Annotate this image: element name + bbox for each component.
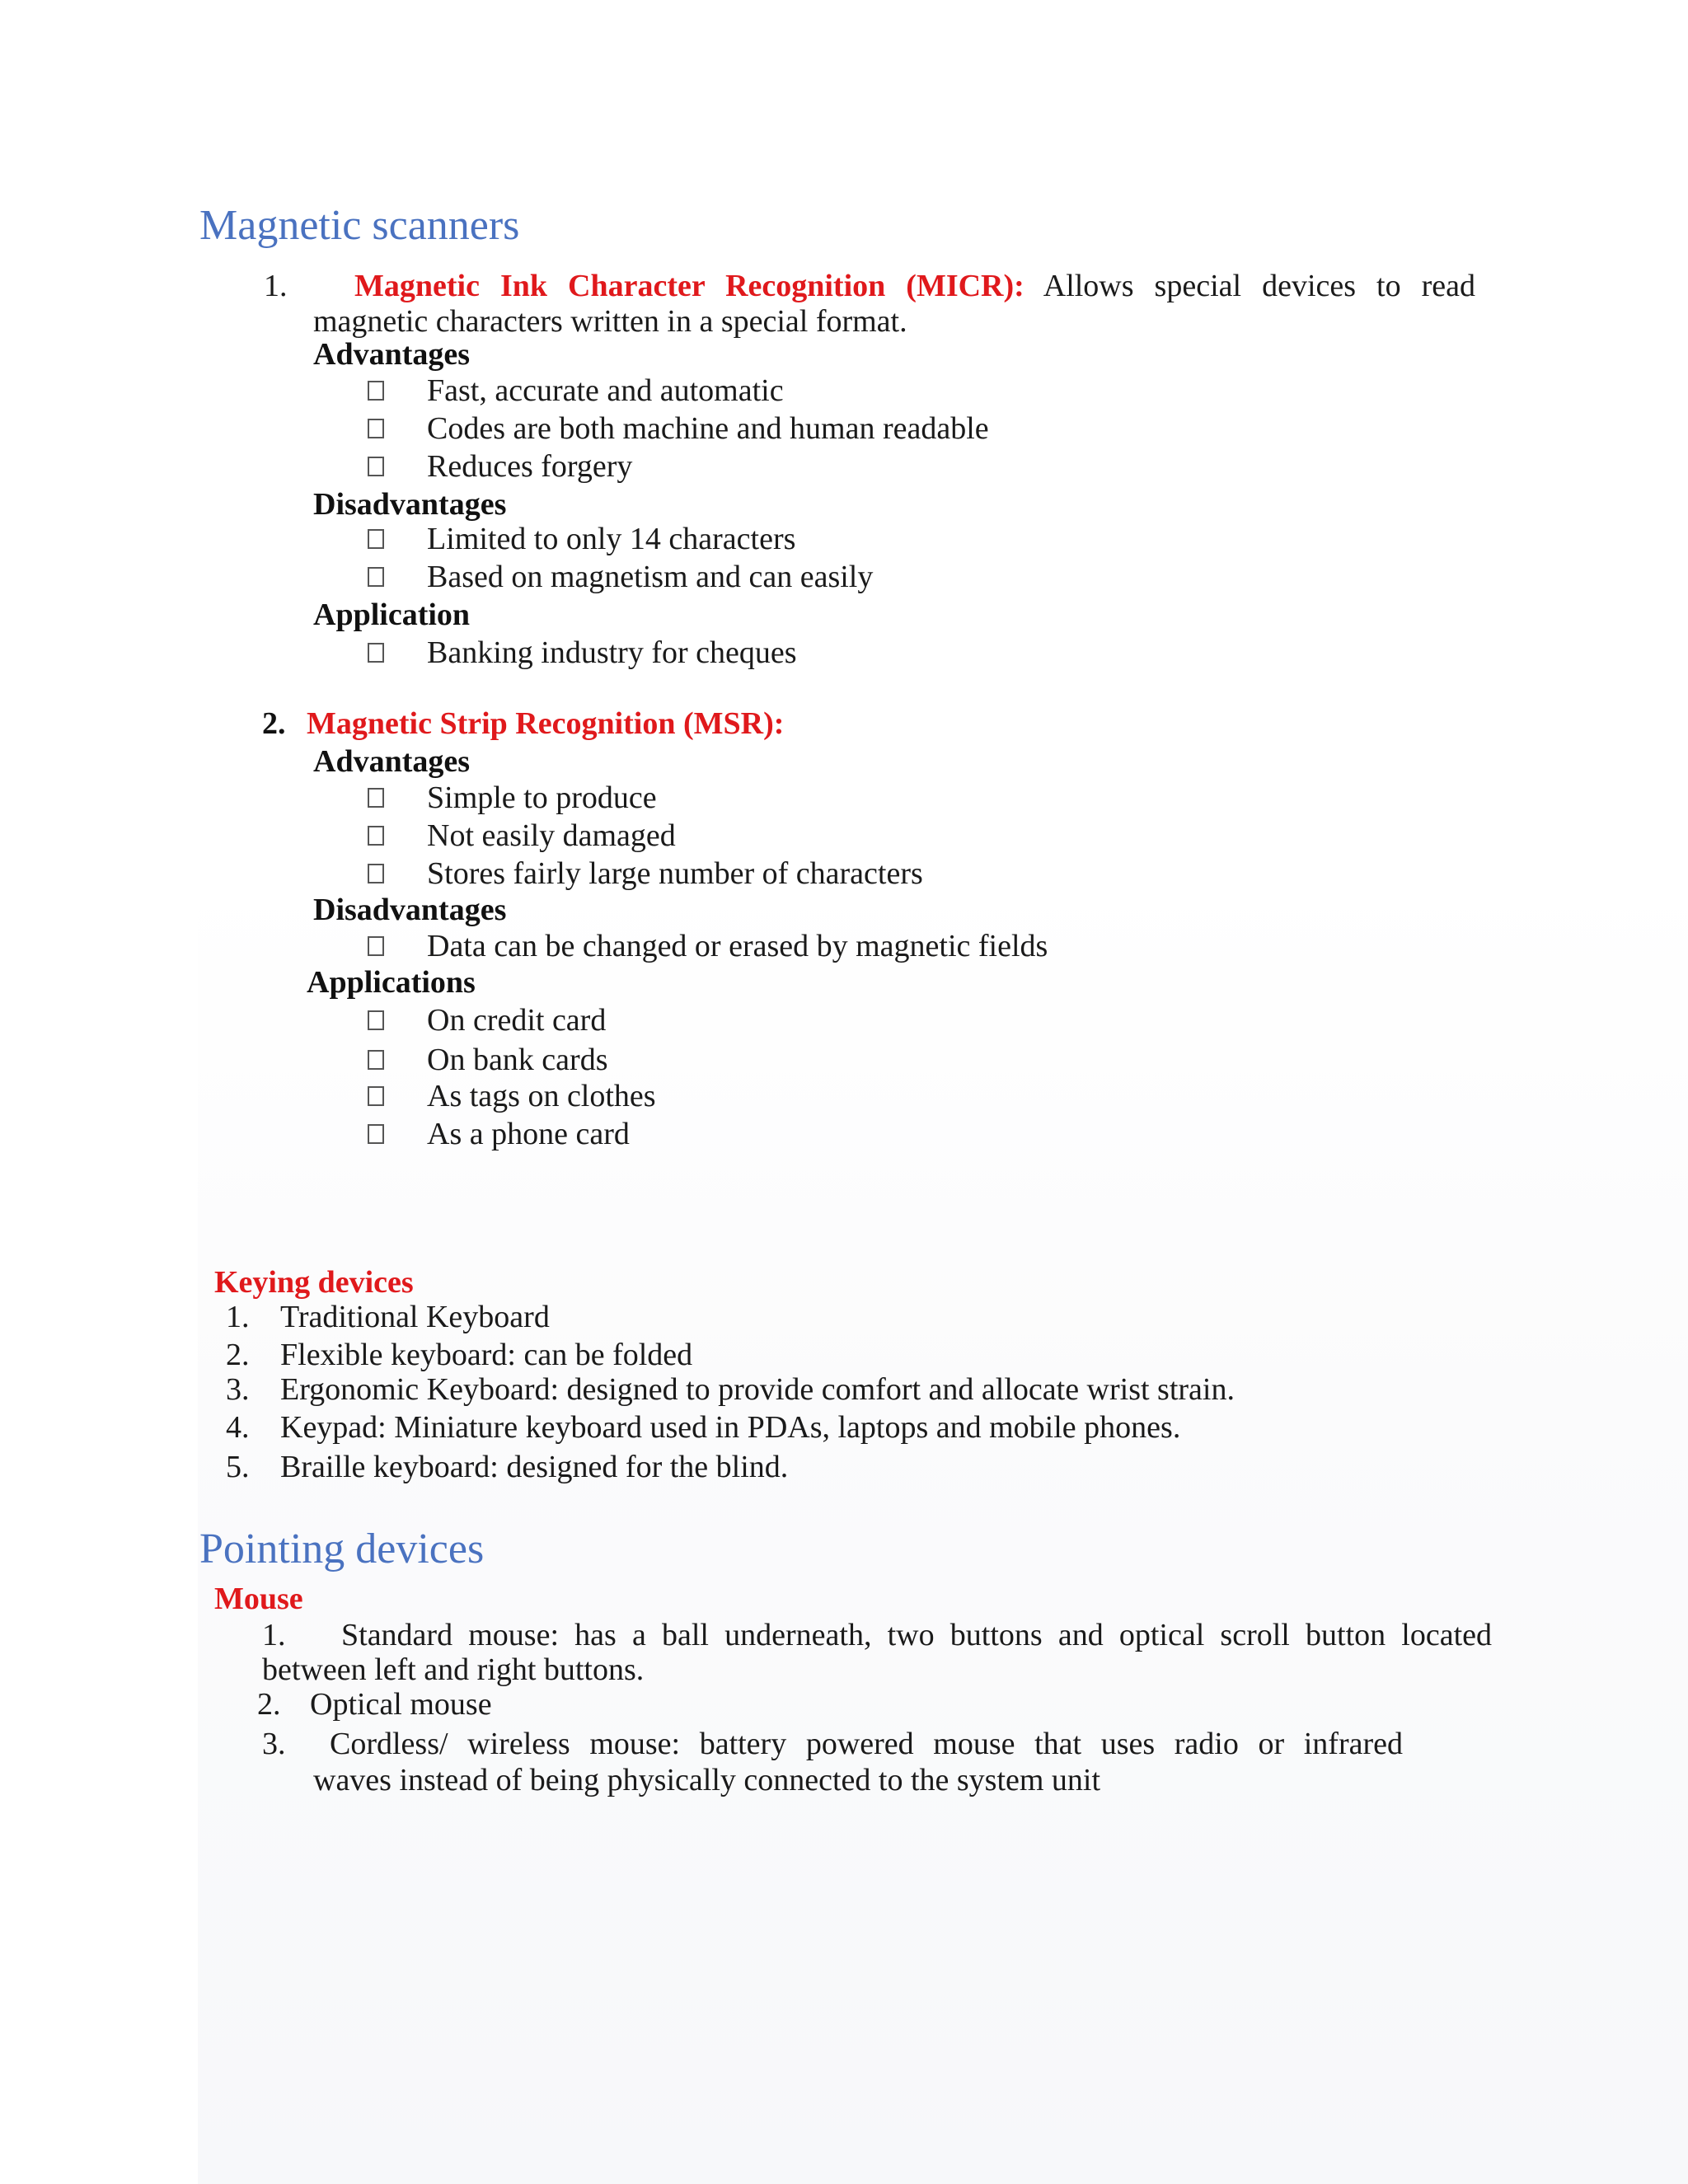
checkbox-icon	[368, 1124, 384, 1144]
micr-advantage-item: Codes are both machine and human readable	[427, 411, 989, 446]
mouse-item-line1: Cordless/ wireless mouse: battery powered mouse that uses radio or infrared	[330, 1727, 1403, 1761]
mouse-item-number: 1.	[262, 1618, 286, 1652]
micr-line1	[354, 268, 1475, 304]
section-title-keying-devices: Keying devices	[214, 1265, 414, 1300]
micr-desc-line1: Allows special devices to read	[1043, 269, 1476, 303]
keying-item-number: 4.	[226, 1410, 250, 1445]
keying-item: Ergonomic Keyboard: designed to provide comfort and allocate wrist strain.	[280, 1372, 1235, 1407]
micr-disadvantage-item: Based on magnetism and can easily	[427, 560, 874, 594]
checkbox-icon	[368, 1010, 384, 1030]
checkbox-icon	[368, 864, 384, 883]
msr-name: Magnetic Strip Recognition (MSR):	[307, 706, 785, 741]
keying-item-number: 2.	[226, 1338, 250, 1372]
micr-advantages-label: Advantages	[313, 337, 471, 372]
mouse-item-line1: Optical mouse	[310, 1687, 492, 1722]
checkbox-icon	[368, 788, 384, 808]
mouse-item-number: 3.	[262, 1727, 286, 1761]
mouse-item-number: 2.	[257, 1687, 281, 1722]
msr-advantage-item: Not easily damaged	[427, 818, 676, 853]
mouse-item-line2: waves instead of being physically connected to the system unit	[313, 1763, 1101, 1797]
msr-application-item: On bank cards	[427, 1043, 608, 1077]
section-title-pointing-devices: Pointing devices	[199, 1526, 485, 1572]
msr-disadvantage-item: Data can be changed or erased by magnetic fields	[427, 929, 1048, 963]
checkbox-icon	[368, 457, 384, 476]
checkbox-icon	[368, 1050, 384, 1070]
micr-name: Magnetic Ink Character Recognition (MICR):	[354, 269, 1025, 303]
keying-item-number: 3.	[226, 1372, 250, 1407]
micr-application-label: Application	[313, 598, 471, 632]
checkbox-icon	[368, 936, 384, 956]
micr-number: 1.	[264, 269, 288, 303]
keying-item-number: 1.	[226, 1300, 250, 1334]
checkbox-icon	[368, 1086, 384, 1106]
checkbox-icon	[368, 381, 384, 401]
mouse-subheading: Mouse	[214, 1582, 303, 1616]
msr-number: 2.	[262, 706, 286, 741]
micr-disadvantages-label: Disadvantages	[313, 487, 507, 522]
checkbox-icon	[368, 643, 384, 663]
msr-application-item: As tags on clothes	[427, 1079, 656, 1113]
micr-advantage-item: Reduces forgery	[427, 449, 633, 484]
checkbox-icon	[368, 419, 384, 438]
checkbox-icon	[368, 529, 384, 549]
mouse-item-line1: Standard mouse: has a ball underneath, two buttons and optical scroll button located	[341, 1618, 1492, 1652]
keying-item: Keypad: Miniature keyboard used in PDAs, laptops and mobile phones.	[280, 1410, 1181, 1445]
checkbox-icon	[368, 826, 384, 846]
msr-application-item: On credit card	[427, 1003, 607, 1038]
micr-disadvantage-item: Limited to only 14 characters	[427, 522, 796, 556]
micr-application-item: Banking industry for cheques	[427, 635, 797, 670]
msr-advantages-label: Advantages	[313, 744, 471, 779]
section-title-magnetic-scanners: Magnetic scanners	[199, 202, 520, 249]
msr-advantage-item: Stores fairly large number of characters	[427, 856, 923, 891]
msr-disadvantages-label: Disadvantages	[313, 893, 507, 927]
keying-item: Flexible keyboard: can be folded	[280, 1338, 693, 1372]
keying-item: Braille keyboard: designed for the blind.	[280, 1450, 789, 1484]
micr-advantage-item: Fast, accurate and automatic	[427, 373, 784, 408]
micr-desc-line2: magnetic characters written in a special format.	[313, 304, 907, 339]
msr-application-item: As a phone card	[427, 1117, 630, 1151]
keying-item-number: 5.	[226, 1450, 250, 1484]
msr-applications-label: Applications	[307, 965, 476, 1000]
msr-advantage-item: Simple to produce	[427, 780, 657, 815]
checkbox-icon	[368, 567, 384, 587]
keying-item: Traditional Keyboard	[280, 1300, 550, 1334]
mouse-item-line2: between left and right buttons.	[262, 1652, 645, 1687]
